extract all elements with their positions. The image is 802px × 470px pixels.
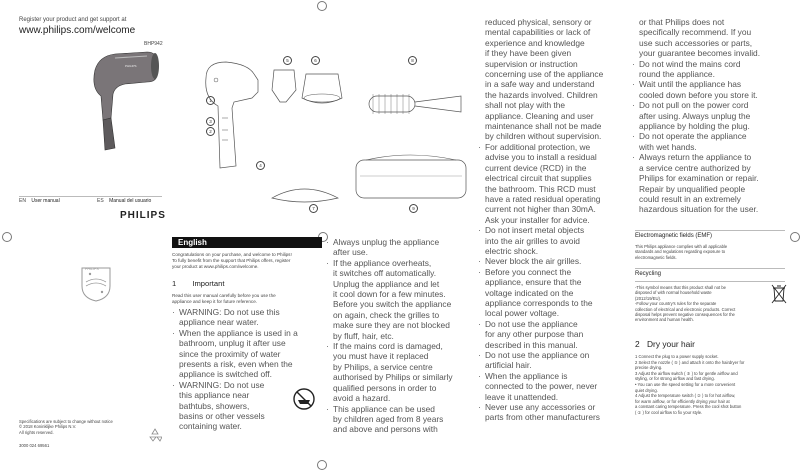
brush-illustration [365,86,465,122]
no-bath-icon [293,388,315,410]
item-line: make sure they are not blocked [333,320,450,331]
shield-brand: PHILIPS [85,267,99,271]
item-line: it switches off automatically. [333,268,437,279]
register-url: www.philips.com/welcome [19,25,136,36]
crop-mark-left [2,232,12,242]
intro-line: Congratulations on your purchase, and welcome to Philips! [172,252,292,257]
item-line: local power voltage. [485,308,560,319]
safety-item [478,142,630,225]
item-line: leave it unattended. [485,391,559,402]
hood-illustration [268,180,343,205]
item-line: basins or other vessels [179,411,265,422]
item-line: for any other purpose than [485,329,584,340]
item-line: · Before you connect the [485,266,572,277]
safety-item [326,341,481,403]
item-line: · Never block the air grilles. [485,256,582,267]
item-line: your guarantee becomes invalid. [639,48,761,59]
item-line: if they have been given [485,48,572,59]
item-line: current not higher than 30mA. [485,204,596,215]
item-line: · For additional protection, we [485,141,591,152]
continued-text [632,17,797,59]
item-line: Unplug the appliance and let [333,278,440,289]
intro-line: To fully benefit from the support that Philips offers, register [172,258,291,263]
item-line: electrical circuit that supplies [485,173,592,184]
emf-line: electromagnetic fields. [635,254,677,260]
item-line: appliance, ensure that the [485,277,582,288]
lang-en [19,199,60,204]
safety-item [632,59,797,80]
safety-item [326,404,481,435]
item-line: appliance. Cleaning and user [485,110,594,121]
item-line: since the proximity of water [179,348,281,359]
emf-rule [635,230,785,231]
crossed-bin-icon [771,284,787,304]
callout-6: 6 [311,56,320,65]
item-line: containing water. [179,421,242,432]
item-line: use such accessories or parts, [639,37,753,48]
brand-on-dryer: PHILIPS [125,64,137,68]
item-line: with wet hands. [639,141,697,152]
item-line: experience and knowledge [485,37,585,48]
item-line: qualified persons in order to [333,382,437,393]
diffuser-illustration [300,68,345,108]
callout-5: 5 [283,56,292,65]
item-line: · Do not insert metal objects [485,225,585,236]
col4-text [632,17,797,215]
recycling-rule [635,268,785,269]
step-line: styling, or for strong airflow and fast drying. [635,376,715,382]
item-line: Before you switch the appliance [333,299,452,310]
item-line: · WARNING: Do not use this [179,307,280,317]
recycling-line: environment and human health. [635,317,694,323]
section-2-number: 2 [635,339,640,349]
lang-es [97,199,151,204]
continued-text [478,17,630,142]
item-line: Repair by unqualified people [639,183,746,194]
item-line: · Always unplug the appliance [333,237,440,247]
lang-es-code: ES [97,198,104,204]
item-line: voltage indicated on the [485,287,574,298]
read-line: Read this user manual carefully before you use the [172,293,276,298]
callout-3: 3 [206,117,215,126]
item-line: this appliance near [179,390,250,401]
callout-9: 9 [409,204,418,213]
intro-line: your product at www.philips.com/welcome. [172,264,259,269]
section-1-title: Important [192,279,225,288]
item-line: appliance near water. [179,317,259,328]
item-line: · When the appliance is used in a [179,327,298,338]
item-line: artificial hair. [485,360,532,371]
callout-8: 8 [408,56,417,65]
safety-item [632,152,797,214]
dry-steps [635,354,795,416]
recycling-line: (2012/19/EU). [635,295,662,301]
recycling-line: -This symbol means that this product shall not be [635,285,727,290]
item-line: · Do not use the appliance on [485,350,590,360]
item-line: concerning use of the appliance [485,69,604,80]
item-line: supervision or instruction [485,58,578,69]
item-line: the bathroom. This RCD must [485,183,596,194]
item-line: · When the appliance is [485,370,568,381]
section-1-heading [172,279,224,288]
item-line: parts from other manufacturers [485,412,600,423]
safety-item [632,79,797,100]
item-line: appliance corresponds to the [485,297,593,308]
item-line: presents a risk, even when the [179,359,293,370]
callout-2: 2 [206,127,215,136]
model-number: BHP942 [144,41,163,47]
recycling-line: -Follow your country's rules for the separate [635,301,717,307]
recycling-line: collection of electrical and electronic products. Correct [635,306,736,312]
item-line: · Do not use the appliance [485,318,578,329]
item-line: · Wait until the appliance has [639,79,742,90]
item-line: · If the mains cord is damaged, [333,341,443,352]
safety-item [326,237,481,258]
safety-item [478,256,630,266]
item-line: electric shock. [485,245,539,256]
item-line: into the air grilles to avoid [485,235,580,246]
recycle-icon [148,428,162,442]
warning-item [172,328,322,380]
lang-rule [19,196,162,197]
safety-item [632,131,797,152]
col2-items [326,237,481,435]
item-line: have a rated residual operating [485,193,601,204]
item-line: bathtubs, showers, [179,400,250,411]
emf-line: standards and regulations regarding exposure to [635,249,726,255]
step-line: for warm airflow, or for efficiently drying your hair at [635,398,730,404]
recycling-heading: Recycling [635,271,662,277]
step-line: • You can use the speed setting for a more convenient [635,381,736,387]
item-line: shall not play with the [485,100,566,111]
recycling-line: disposed of with normal household waste [635,290,712,296]
item-line: appliance by holding the plug. [639,121,750,132]
callout-1: 1 [206,96,215,105]
item-line: · This appliance can be used [333,403,435,414]
item-line: reduced physical, sensory or [485,17,592,27]
nozzle-illustration [270,66,300,106]
item-line: appliance is switched off. [179,369,272,380]
step-line: quiet drying. [635,387,658,393]
item-line: on again, check the grilles to [333,309,440,320]
item-line: you must have it replaced [333,351,429,362]
item-line: · Do not pull on the power cord [639,100,749,111]
safety-item [478,371,630,402]
callout-4: 4 [256,161,265,170]
item-line: could result in an extremely [639,193,741,204]
document-number: 3000 024 69561 [19,443,50,448]
item-line: · WARNING: Do not use [179,379,265,390]
step-line: ( ① ) for cool airflow to fix your style. [635,409,703,415]
step-line: 3 Adjust the airflow switch ( ③ ) to for gentle airflow and [635,370,738,376]
item-line: and above and persons with [333,424,438,435]
hairdryer-diagram [198,58,263,173]
safety-item [478,402,630,423]
item-line: maintenance shall not be made [485,121,602,132]
item-line: after using. Always unplug the [639,110,751,121]
col3-text [478,17,630,423]
lang-es-name: Manual del usuario [109,198,152,204]
item-line: round the appliance. [639,69,715,80]
item-line: · Do not operate the appliance [639,131,747,142]
register-line: Register your product and get support at [19,17,127,23]
spec-line: All rights reserved. [19,429,54,435]
safety-item [326,258,481,341]
spec-line: © 2018 Koninklijke Philips N.V. [19,424,77,430]
emf-text [635,244,790,260]
item-line: a service centre authorized by [639,162,751,173]
spec-line: Specifications are subject to change without notice [19,419,113,424]
hairdryer-front-illustration [85,48,160,153]
item-line: · Do not wind the mains cord [639,58,741,69]
safety-item [632,100,797,131]
item-line: described in this manual. [485,339,578,350]
item-line: in a safe way and understand [485,79,595,90]
item-line: the hazards involved. Children [485,89,598,100]
item-line: by children without supervision. [485,131,602,142]
recycling-text [635,285,765,323]
warning-item [172,307,322,328]
item-line: specifically recommend. If you [639,27,752,38]
step-line: precise drying. [635,365,663,371]
item-line: · If the appliance overheats, [333,257,432,268]
safety-item [478,319,630,350]
item-line: by children aged from 8 years [333,413,444,424]
item-line: or that Philips does not [639,17,725,27]
safety-item [478,225,630,256]
section-2-title: Dry your hair [647,339,695,349]
crop-mark-top [317,1,327,11]
read-line: appliance and keep it for future reference. [172,299,258,304]
emf-heading: Electromagnetic fields (EMF) [635,233,713,239]
safety-item [478,350,630,371]
english-heading-bar: English [172,237,322,248]
item-line: avoid a hazard. [333,393,391,404]
item-line: authorised by Philips or similarly [333,372,453,383]
item-line: Ask your installer for advice. [485,214,590,225]
step-line: a constant caring temperature. Press the cool shot button [635,404,742,410]
item-line: current device (RCD) in the [485,162,587,173]
spec-notice [19,419,164,435]
philips-wordmark: PHILIPS [120,210,166,221]
item-line: · Never use any accessories or [485,402,596,413]
emf-line: This Philips appliance complies with all applicable [635,244,728,249]
lang-en-code: EN [19,198,26,204]
lang-en-name: User manual [31,198,60,204]
english-intro [172,252,317,270]
bag-illustration [352,146,472,204]
crop-mark-right [790,232,800,242]
item-line: bathroom, unplug it after use [179,338,286,349]
section-2-heading [635,339,695,349]
recycling-rule-2 [635,281,785,282]
item-line: mental capabilities or lack of [485,27,591,38]
item-line: hazardous situation for the user. [639,204,759,215]
recycling-line: disposal helps prevent negative consequences for the [635,312,735,318]
safety-item [478,267,630,319]
callout-7: 7 [309,204,318,213]
item-line: advise you to install a residual [485,152,597,163]
step-line: 1 Connect the plug to a power supply socket. [635,354,719,359]
item-line: it cool down for a few minutes. [333,289,446,300]
item-line: Philips for examination or repair. [639,173,759,184]
read-manual-note [172,293,317,305]
item-line: connected to the power, never [485,381,598,392]
item-line: after use. [333,247,368,258]
item-line: by Philips, a service centre [333,361,433,372]
section-1-number: 1 [172,279,177,288]
item-line: cooled down before you store it. [639,89,758,100]
step-line: 4 Adjust the temperature switch ( ② ) to for hot airflow, [635,393,736,399]
item-line: by fluff, hair, etc. [333,330,394,341]
step-line: 2 Select the nozzle ( ⑤ ) and attach it onto the hairdryer for [635,359,745,365]
item-line: · Always return the appliance to [639,152,752,163]
col1-warnings [172,307,322,432]
